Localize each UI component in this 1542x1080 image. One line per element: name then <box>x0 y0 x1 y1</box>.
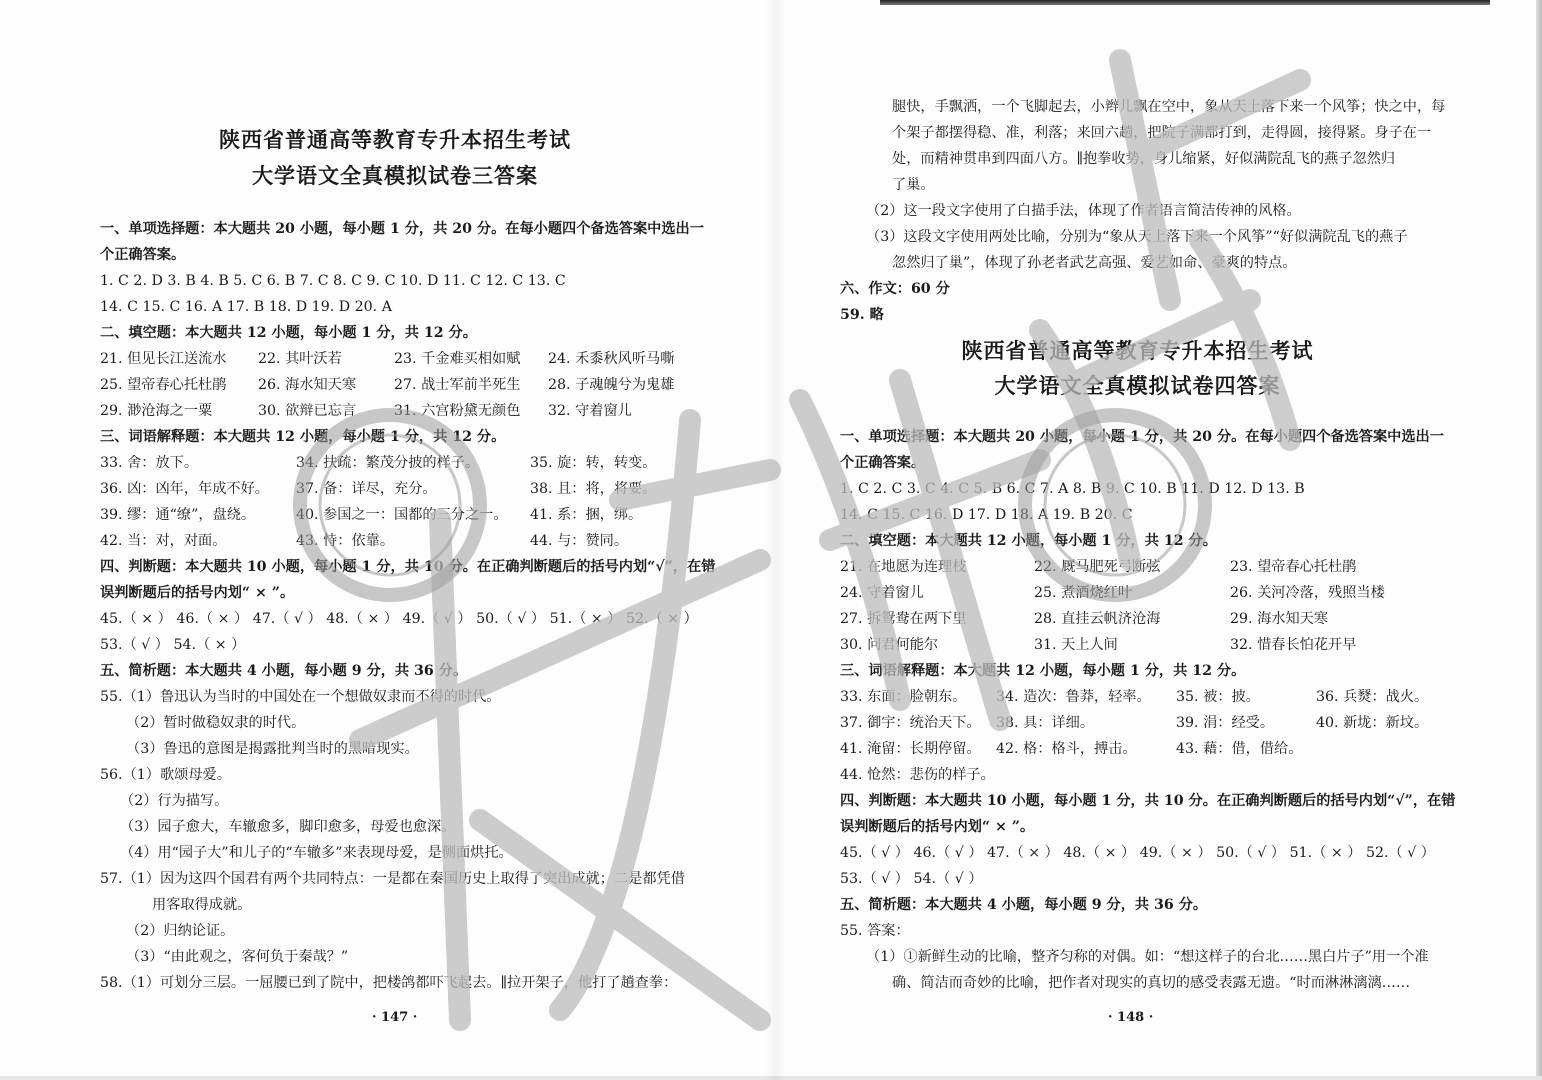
right-word-item: 42. 格：格斗，搏击。 <box>996 741 1137 757</box>
left-section-1-heading-cont: 个正确答案。 <box>100 247 186 263</box>
left-fill-item: 32. 守着窗儿 <box>548 403 632 419</box>
left-fill-item: 21. 但见长江送流水 <box>100 351 227 367</box>
right-section-3-heading: 三、词语解释题：本大题共 12 小题，每小题 1 分，共 12 分。 <box>840 663 1246 679</box>
right-word-item: 43. 藉：借，借给。 <box>1176 741 1303 757</box>
right-q59: 59. 略 <box>840 307 884 323</box>
left-q57-1: 57.（1）因为这四个国君有两个共同特点：一是都在秦国历史上取得了突出成就；二是都凭借 <box>100 871 685 887</box>
left-choice-answers-1: 1. C 2. D 3. B 4. B 5. C 6. B 7. C 8. C 9. C 10. D 11. C 12. C 13. C <box>100 273 566 289</box>
left-word-item: 38. 且：将，将要。 <box>530 481 657 497</box>
right-section-4-heading-cont: 误判断题后的括号内划“ × ”。 <box>840 819 1035 835</box>
right-fill-item: 29. 海水知天寒 <box>1230 611 1329 627</box>
left-title-2: 大学语文全真模拟试卷三答案 <box>252 163 538 188</box>
right-fill-item: 32. 惜春长怕花开早 <box>1230 637 1357 653</box>
right-fill-item: 23. 望帝春心托杜鹃 <box>1230 559 1357 575</box>
right-section-4-heading: 四、判断题：本大题共 10 小题，每小题 1 分，共 10 分。在正确判断题后的括号内划“√”，在错 <box>840 793 1456 809</box>
left-word-item: 37. 备：详尽，充分。 <box>296 481 437 497</box>
left-choice-answers-2: 14. C 15. C 16. A 17. B 18. D 19. D 20. A <box>100 299 392 315</box>
left-q58-1: 58.（1）可划分三层。一屈腰已到了院中，把楼鸽都吓飞起去。∥拉开架子，他打了趟查拳： <box>100 975 678 991</box>
right-fill-item: 26. 关河冷落，残照当楼 <box>1230 585 1385 601</box>
right-fill-item: 25. 煮酒烧红叶 <box>1034 585 1133 601</box>
right-word-item: 40. 新垅：新坟。 <box>1316 715 1429 731</box>
left-word-item: 43. 恃：依靠。 <box>296 533 395 549</box>
left-section-4-heading: 四、判断题：本大题共 10 小题，每小题 1 分，共 10 分。在正确判断题后的括号内划“√”，在错 <box>100 559 716 575</box>
left-judge-answers-2: 53.（ √ ） 54.（ × ） <box>100 637 246 653</box>
left-word-item: 39. 缪：通“缭”，盘绕。 <box>100 507 256 523</box>
left-section-4-heading-cont: 误判断题后的括号内划“ × ”。 <box>100 585 295 601</box>
right-choice-answers-1: 1. C 2. C 3. C 4. C 5. B 6. C 7. A 8. B 9. C 10. B 11. D 12. D 13. B <box>840 481 1305 497</box>
right-q58-3-cont: 忽然归了巢”，体现了孙老者武艺高强、爱艺如命、豪爽的特点。 <box>892 255 1297 271</box>
right-word-item: 36. 兵燹：战火。 <box>1316 689 1429 705</box>
right-q44: 44. 怆然：悲伤的样子。 <box>840 767 995 783</box>
left-word-item: 42. 当：对，对面。 <box>100 533 227 549</box>
left-fill-item: 23. 千金难买相如赋 <box>394 351 521 367</box>
right-fill-item: 30. 问君何能尔 <box>840 637 939 653</box>
right-fill-item: 27. 拆鸳鸯在两下里 <box>840 611 967 627</box>
right-title-1: 陕西省普通高等教育专升本招生考试 <box>961 338 1314 363</box>
right-section-5-heading: 五、简析题：本大题共 4 小题，每小题 9 分，共 36 分。 <box>840 897 1208 913</box>
left-q55-1: 55.（1）鲁迅认为当时的中国处在一个想做奴隶而不得的时代。 <box>100 689 501 705</box>
right-q55-head: 55. 答案： <box>840 923 910 939</box>
right-q58-cont-4: 了巢。 <box>892 177 935 193</box>
right-page-number: · 148 · <box>1108 1010 1154 1025</box>
left-judge-answers-1: 45.（ × ） 46.（ × ） 47.（ √ ） 48.（ × ） 49.（ √ ） 50.（ √ ） 51.（ × ） 52.（ × ） <box>100 611 698 627</box>
left-section-3-heading: 三、词语解释题：本大题共 12 小题，每小题 1 分，共 12 分。 <box>100 429 506 445</box>
right-fill-item: 28. 直挂云帆济沧海 <box>1034 611 1161 627</box>
left-fill-item: 25. 望帝春心托杜鹃 <box>100 377 227 393</box>
right-word-item: 35. 被：披。 <box>1176 689 1260 705</box>
right-q58-cont-1: 腿快，手飘洒，一个飞脚起去，小辫儿飘在空中，象从天上落下来一个风筝；快之中，每 <box>892 99 1446 115</box>
right-word-item: 37. 御宇：统治天下。 <box>840 715 981 731</box>
right-word-item: 38. 具：详细。 <box>996 715 1095 731</box>
left-fill-item: 30. 欲辩已忘言 <box>258 403 357 419</box>
left-word-item: 40. 参国之一：国都的三分之一。 <box>296 507 508 523</box>
right-page <box>840 0 1456 1080</box>
left-q56-4: （4）用“园子大”和儿子的“车辙多”来表现母爱，是侧面烘托。 <box>120 845 513 861</box>
right-q58-cont-2: 个架子都摆得稳、准，利落；来回六趟，把院子满都打到，走得圆，接得紧。身子在一 <box>892 125 1432 141</box>
left-fill-item: 26. 海水知天寒 <box>258 377 357 393</box>
right-fill-item: 22. 厩马肥死弓断弦 <box>1034 559 1161 575</box>
right-q55-1: （1）①新鲜生动的比喻，整齐匀称的对偶。如：“想这样子的台北……黑白片子”用一个准 <box>866 949 1429 965</box>
left-q56-2: （2）行为描写。 <box>120 793 229 809</box>
right-judge-answers-2: 53.（ √ ） 54.（ √ ） <box>840 871 983 887</box>
left-fill-item: 27. 战士军前半死生 <box>394 377 521 393</box>
right-word-item: 41. 淹留：长期停留。 <box>840 741 981 757</box>
left-word-item: 34. 扶疏：繁茂分披的样子。 <box>296 455 480 471</box>
right-fill-item: 24. 守着窗儿 <box>840 585 924 601</box>
left-q57-2: （2）归纳论证。 <box>126 923 235 939</box>
right-section-1-heading-cont: 个正确答案。 <box>840 455 926 471</box>
right-q58-3: （3）这段文字使用两处比喻，分别为“象从天上落下来一个风筝”“好似满院乱飞的燕子 <box>866 229 1408 245</box>
left-fill-item: 29. 渺沧海之一粟 <box>100 403 213 419</box>
left-word-item: 41. 系：捆，绑。 <box>530 507 643 523</box>
scan-right-edge <box>1536 0 1542 1080</box>
left-section-1-heading: 一、单项选择题：本大题共 20 小题，每小题 1 分，共 20 分。在每小题四个备选答案中选出一 <box>100 221 704 237</box>
left-fill-item: 22. 其叶沃若 <box>258 351 342 367</box>
left-title-1: 陕西省普通高等教育专升本招生考试 <box>219 127 571 152</box>
right-word-item: 34. 造次：鲁莽，轻率。 <box>996 689 1151 705</box>
right-section-2-heading: 二、填空题：本大题共 12 小题，每小题 1 分，共 12 分。 <box>840 533 1217 549</box>
left-q57-3: （3）“由此观之，客何负于秦哉？” <box>126 949 349 965</box>
left-fill-item: 31. 六宫粉黛无颜色 <box>394 403 521 419</box>
right-q55-1-cont: 确、简洁而奇妙的比喻，把作者对现实的真切的感受表露无遗。“时而淋淋漓漓…… <box>892 975 1411 991</box>
left-section-2-heading: 二、填空题：本大题共 12 小题，每小题 1 分，共 12 分。 <box>100 325 477 341</box>
left-q56-1: 56.（1）歌颂母爱。 <box>100 767 231 783</box>
right-word-item: 33. 东面：脸朝东。 <box>840 689 967 705</box>
left-word-item: 33. 舍：放下。 <box>100 455 199 471</box>
left-page <box>100 0 716 1080</box>
left-page-number: · 147 · <box>372 1010 418 1025</box>
right-section-6-heading: 六、作文：60 分 <box>840 281 950 297</box>
right-q58-cont-3: 处，而精神贯串到四面八方。∥抱拳收势，身儿缩紧，好似满院乱飞的燕子忽然归 <box>892 151 1396 167</box>
left-q55-3: （3）鲁迅的意图是揭露批判当时的黑暗现实。 <box>126 741 419 757</box>
right-section-1-heading: 一、单项选择题：本大题共 20 小题，每小题 1 分，共 20 分。在每小题四个备选答案中选出一 <box>840 429 1444 445</box>
left-q56-3: （3）园子愈大，车辙愈多，脚印愈多，母爱也愈深。 <box>120 819 456 835</box>
left-q55-2: （2）暂时做稳奴隶的时代。 <box>126 715 306 731</box>
right-judge-answers-1: 45.（ √ ） 46.（ √ ） 47.（ × ） 48.（ × ） 49.（ × ） 50.（ √ ） 51.（ × ） 52.（ √ ） <box>840 845 1435 861</box>
left-section-5-heading: 五、简析题：本大题共 4 小题，每小题 9 分，共 36 分。 <box>100 663 468 679</box>
right-q58-2: （2）这一段文字使用了白描手法，体现了作者语言简洁传神的风格。 <box>866 203 1301 219</box>
right-word-item: 39. 涓：经受。 <box>1176 715 1275 731</box>
left-word-item: 35. 旋：转，转变。 <box>530 455 657 471</box>
right-fill-item: 21. 在地愿为连理枝 <box>840 559 967 575</box>
left-q57-1-cont: 用客取得成就。 <box>152 897 252 913</box>
left-fill-item: 28. 子魂魄兮为鬼雄 <box>548 377 675 393</box>
left-word-item: 44. 与：赞同。 <box>530 533 629 549</box>
right-choice-answers-2: 14. C 15. C 16. D 17. D 18. A 19. B 20. C <box>840 507 1133 523</box>
book-gutter <box>765 0 785 1080</box>
left-word-item: 36. 凶：凶年，年成不好。 <box>100 481 269 497</box>
right-fill-item: 31. 天上人间 <box>1034 637 1118 653</box>
left-fill-item: 24. 禾黍秋风听马嘶 <box>548 351 675 367</box>
right-title-2: 大学语文全真模拟试卷四答案 <box>994 373 1281 398</box>
